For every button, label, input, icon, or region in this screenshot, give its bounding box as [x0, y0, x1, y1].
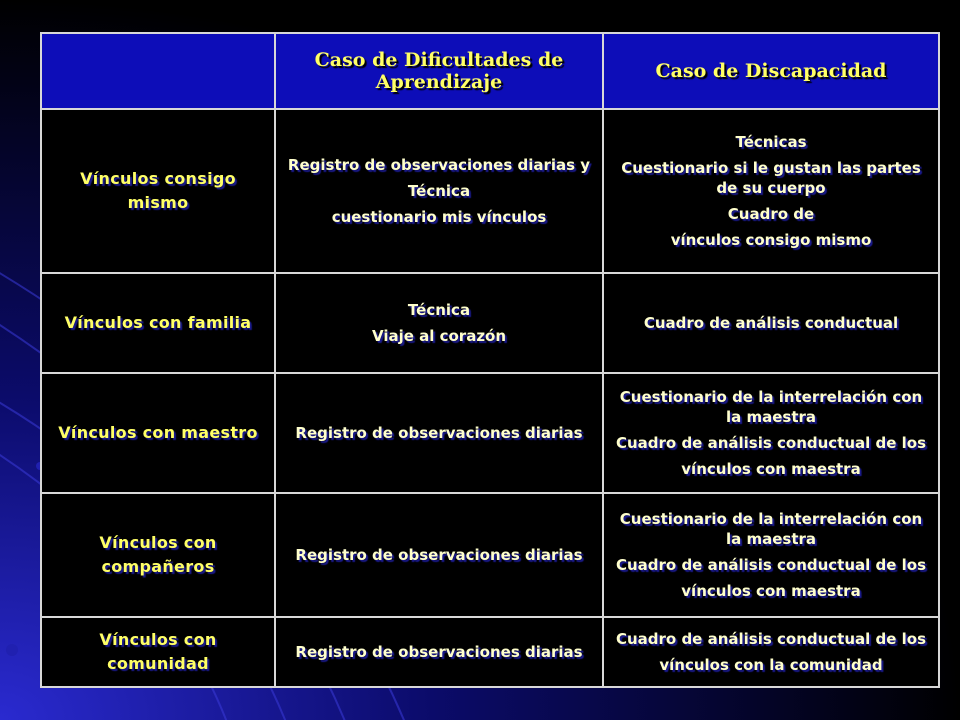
cell-line: vínculos con la comunidad	[659, 656, 883, 674]
cell-line: vínculos con maestra	[681, 460, 861, 478]
dificultades-cell	[275, 493, 603, 617]
cell-line: Técnica	[407, 182, 471, 200]
table-row	[41, 617, 939, 687]
table-row	[41, 373, 939, 493]
cell-line: vínculos con maestra	[681, 582, 861, 600]
cell-line: Cuestionario de la interrelación con la maestra	[619, 388, 923, 426]
table-row	[41, 109, 939, 273]
cell-line: Cuadro de análisis conductual	[643, 314, 899, 332]
cell-line: Cuestionario de la interrelación con la maestra	[619, 510, 923, 548]
discapacidad-cell	[603, 493, 939, 617]
dificultades-cell	[275, 273, 603, 373]
discapacidad-cell	[603, 617, 939, 687]
cell-line: cuestionario mis vínculos	[331, 208, 547, 226]
header-row	[41, 33, 939, 109]
row-label: Vínculos con familia	[41, 273, 275, 373]
cell-line: Cuestionario si le gustan las partes de su cuerpo	[621, 159, 921, 197]
comparison-table	[40, 32, 940, 688]
cell-line: Cuadro de	[727, 205, 815, 223]
row-label: Vínculos con compañeros	[41, 493, 275, 617]
cell-line: Cuadro de análisis conductual de los	[615, 434, 927, 452]
table-row	[41, 273, 939, 373]
dificultades-cell	[275, 617, 603, 687]
dificultades-cell	[275, 109, 603, 273]
cell-line: Registro de observaciones diarias y	[287, 156, 591, 174]
cell-line: vínculos consigo mismo	[670, 231, 872, 249]
discapacidad-cell	[603, 273, 939, 373]
cell-line: Técnica	[407, 301, 471, 319]
row-label: Vínculos con comunidad	[41, 617, 275, 687]
cell-line: Registro de observaciones diarias	[295, 424, 583, 442]
header-discapacidad: Caso de Discapacidad	[603, 33, 939, 109]
cell-line: Registro de observaciones diarias	[295, 546, 583, 564]
dificultades-cell	[275, 373, 603, 493]
cell-line: Registro de observaciones diarias	[295, 643, 583, 661]
row-label: Vínculos consigo mismo	[41, 109, 275, 273]
cell-line: Cuadro de análisis conductual de los	[615, 556, 927, 574]
cell-line: Cuadro de análisis conductual de los	[615, 630, 927, 648]
row-label: Vínculos con maestro	[41, 373, 275, 493]
cell-line: Viaje al corazón	[371, 327, 507, 345]
header-dificultades: Caso de Dificultades de Aprendizaje	[275, 33, 603, 109]
cell-line: Técnicas	[735, 133, 807, 151]
table-row	[41, 493, 939, 617]
discapacidad-cell	[603, 373, 939, 493]
header-empty-cell	[41, 33, 275, 109]
discapacidad-cell	[603, 109, 939, 273]
